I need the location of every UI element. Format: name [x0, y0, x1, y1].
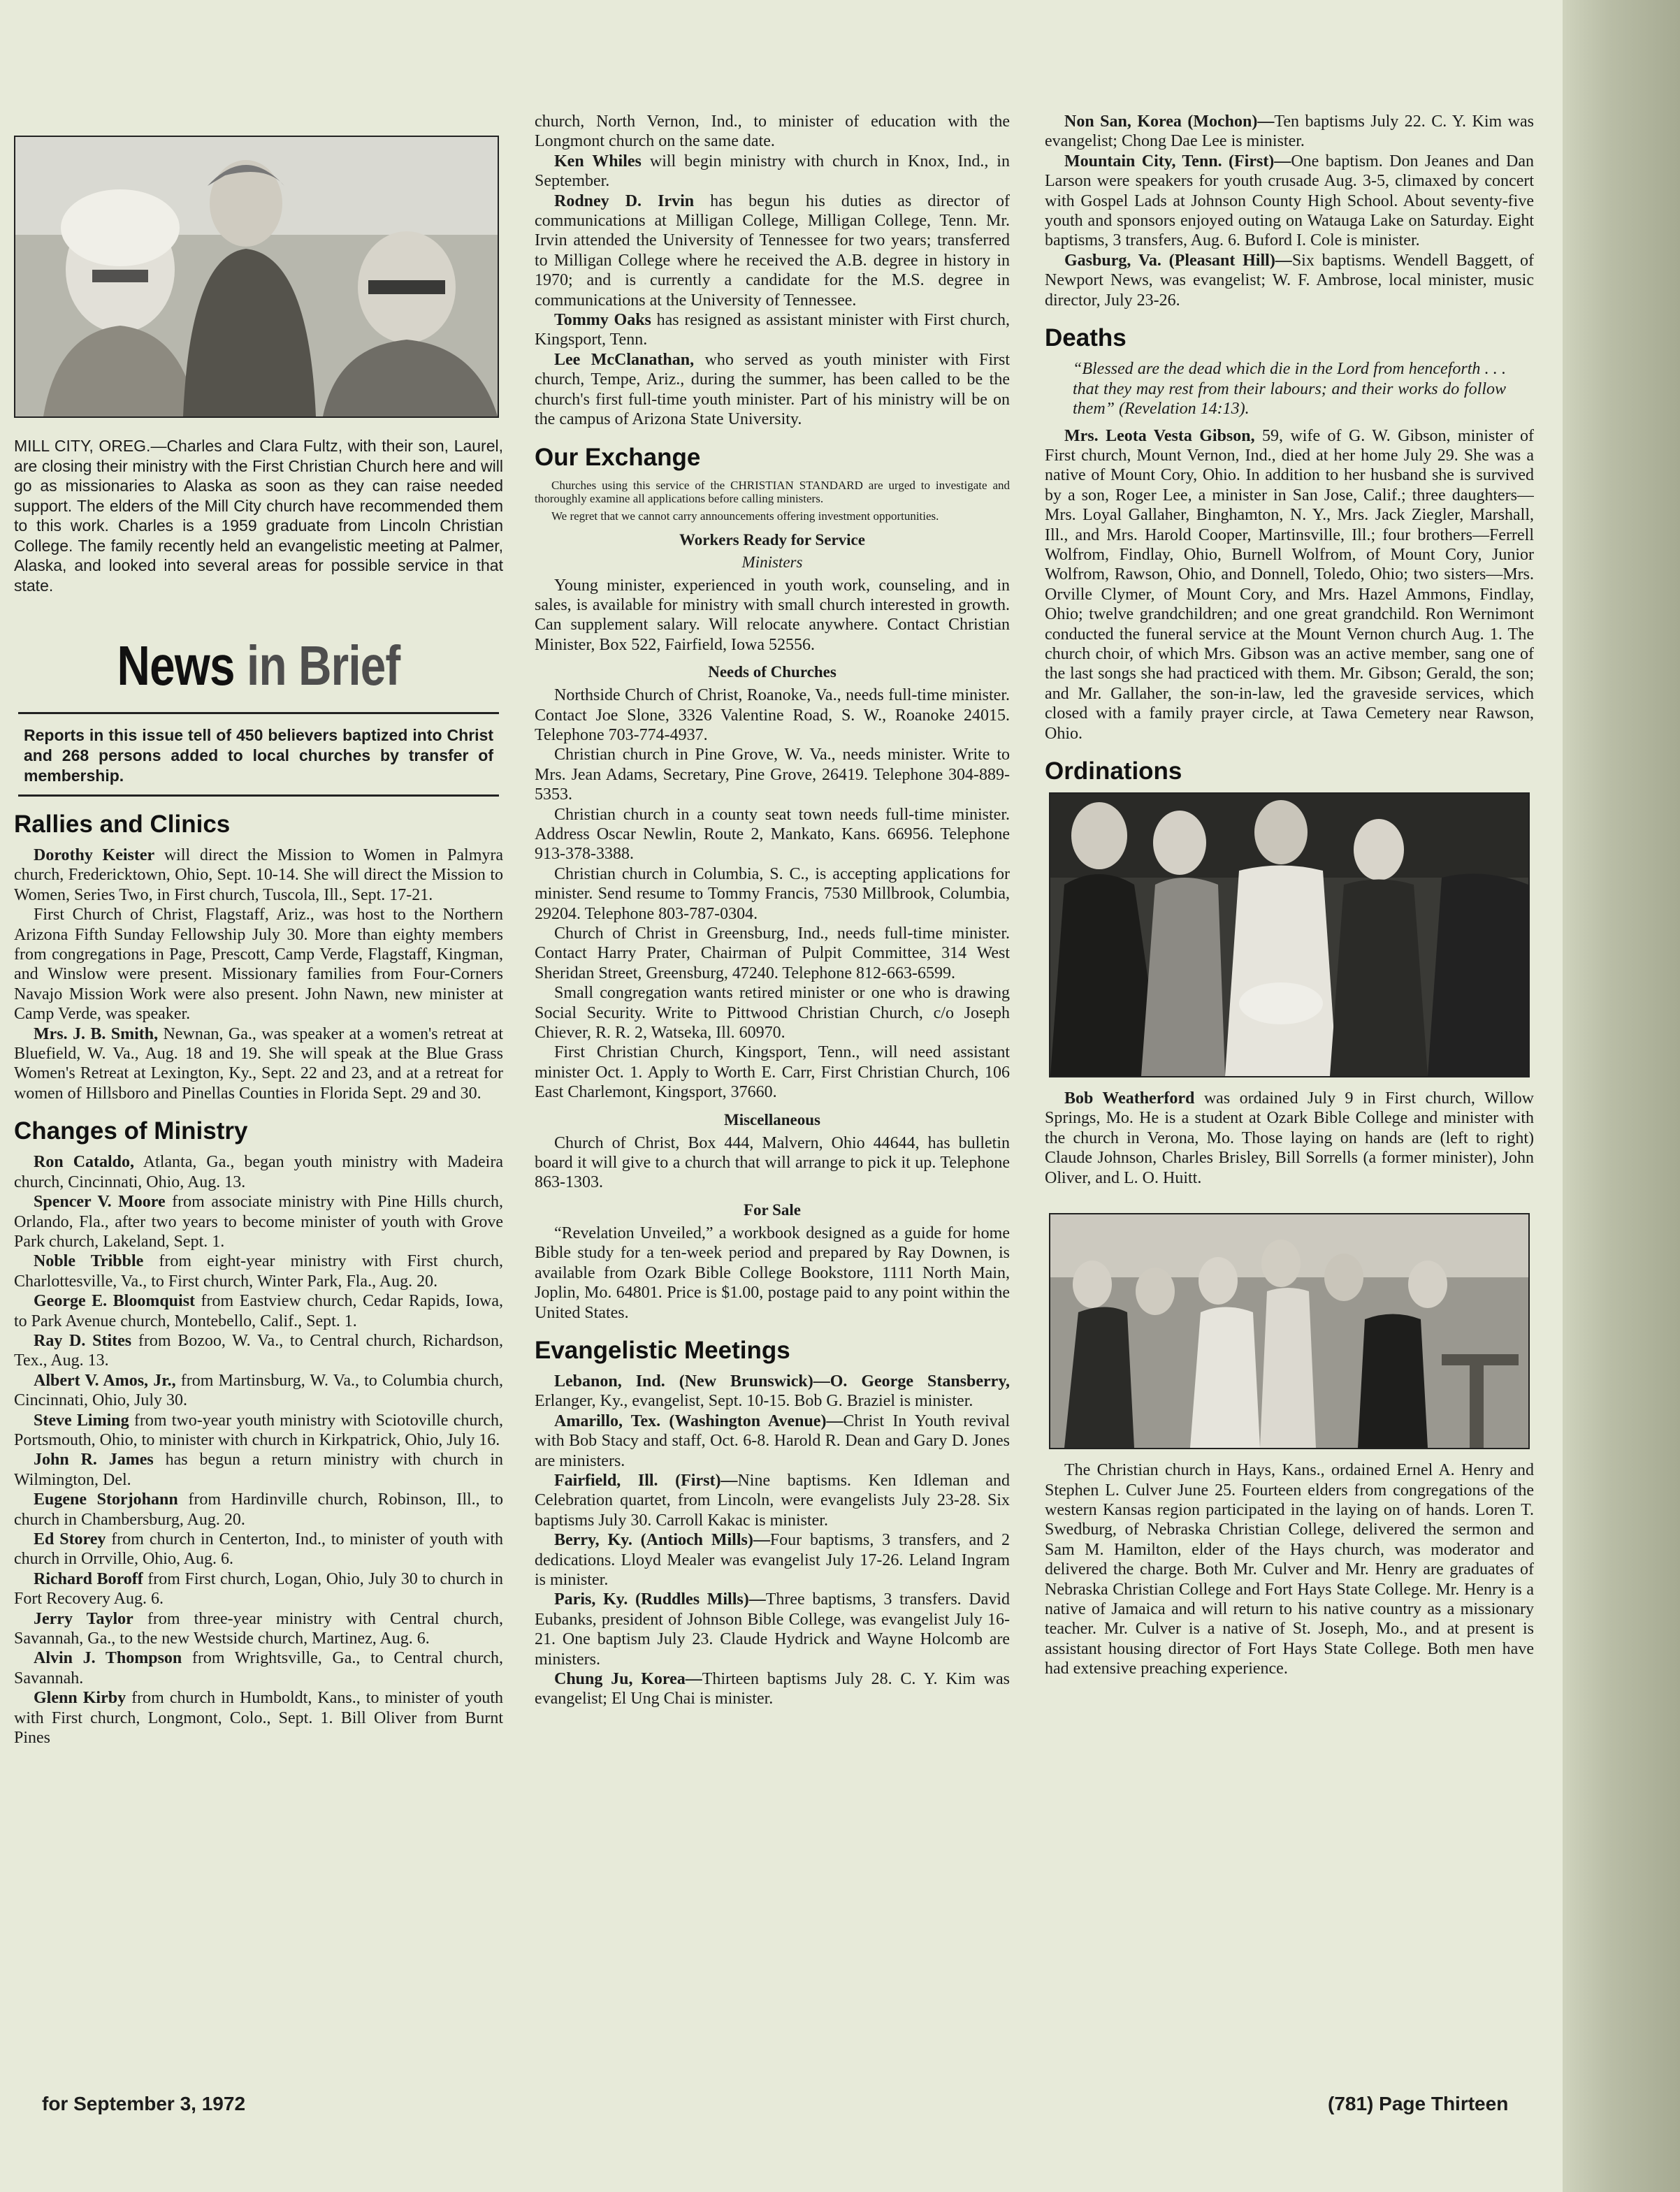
news-item [535, 1530, 1010, 1590]
needs-list [535, 685, 1010, 1103]
news-item-name: Gasburg, Va. (Pleasant Hill)— [1064, 251, 1292, 270]
news-item-text: Newnan, Ga., was speaker at a women's retreat at Bluefield, W. Va., Aug. 18 and 19. She will speak at the Blue Grass Women's Retreat at Lexington, Ky., Sept. 22 and 23, and at a retreat for women of Hillsboro and Pinellas Counties in Florida Sept. 29 and 30. [14, 1024, 503, 1103]
photo-hays-ordination [1049, 1213, 1530, 1449]
news-item-name: Alvin J. Thompson [34, 1649, 182, 1668]
subheading-for-sale: For Sale [744, 1200, 801, 1219]
subheading-ministers: Ministers [741, 553, 803, 571]
news-item-text: from three-year ministry with Central church, Savannah, Ga., to the new Westside church, Martinez, Aug. 6. [14, 1609, 503, 1648]
news-item-text: will direct the Mission to Women in Palmyra church, Fredericktown, Ohio, Sept. 10-14. She will direct the Mission to Women, Series Two, in First church, Tuscola, Ill., Sept. 17-21. [14, 846, 503, 904]
footer-page-number: (781) Page Thirteen [1328, 2093, 1509, 2114]
page-edge-shadow [1563, 0, 1680, 2192]
news-item-name: Noble Tribble [34, 1252, 144, 1271]
news-item [535, 310, 1010, 350]
news-item-text: from Eastview church, Cedar Rapids, Iowa, to Park Avenue church, Montebello, Calif., Sept. 1. [14, 1292, 503, 1330]
notice-paragraph: Christian church in Columbia, S. C., is accepting applications for minister. Send resume to Tommy Francis, 7530 Millbrook, Columbia, 29204. Telephone 803-787-0304. [535, 864, 1010, 923]
news-item [14, 1291, 503, 1331]
news-item-text: 59, wife of G. W. Gibson, minister of First church, Mount Vernon, Ind., died at her home July 29. She was a native of Mount Cory, Ohio. In addition to her husband she is survived by a son, Roger Lee, a minister in San Jose, Calif.; three daughters—Mrs. Loyal Gallaher, Binghamton, N. Y., Mrs. Jack Ziegler, Marshall, Ill., and Mrs. Harold Cooper, Martinsville, Ill.; four brothers—Ferrell Wolfrom, Findlay, Ohio, Burnell Wolfrom, of Mount Cory, Junior Wolfrom, Rawson, Ohio, and Donnell, Toledo, Ohio; two sisters—Mrs. Orville Clymer, of Mount Cory, and Mrs. Hazel Ammons, Findlay, Ohio; twelve grandchildren; and one great grandchild. Ron Wernimont conducted the funeral service at the Mount Vernon church Aug. 1. The church choir, of which Mrs. Gibson was an active member, sang one of the last songs she had practiced with them. Mr. Gibson; Gerald, the son; and Mr. Gallaher, the son-in-law, led the graveside services, which closed with a family prayer circle, at Tawa Cemetery near Rawson, Ohio. [1045, 426, 1534, 743]
notice-paragraph: First Christian Church, Kingsport, Tenn., will need assistant minister Oct. 1. Apply to Worth E. Carr, First Christian Church, 106 East Charlemont, Kingsport, 37660. [535, 1043, 1010, 1102]
news-item-text: will begin ministry with church in Knox, Ind., in September. [535, 152, 1010, 191]
photo-caption-weatherford [1045, 1089, 1534, 1188]
news-item [535, 191, 1010, 310]
news-item [535, 1669, 1010, 1709]
news-item-text: has begun a return ministry with church in Wilmington, Del. [14, 1451, 503, 1489]
subheading-needs: Needs of Churches [708, 663, 837, 681]
news-item-name: Jerry Taylor [34, 1609, 133, 1628]
news-item-name: John R. James [34, 1451, 154, 1469]
notice-paragraph: Christian church in a county seat town needs full-time minister. Address Oscar Newlin, Route 2, Mankato, Kans. 66956. Telephone 913-378-3388. [535, 805, 1010, 864]
news-item-text: Six baptisms. Wendell Baggett, of Newport News, was evangelist; W. F. Ambrose, local minister, music director, July 23-26. [1045, 251, 1534, 310]
news-item-name: Ron Cataldo, [34, 1153, 135, 1172]
evangelistic-continued-list [1045, 112, 1534, 310]
photo-caption-fultz: MILL CITY, OREG.—Charles and Clara Fultz, with their son, Laurel, are closing their ministry with the First Christian Church here and will go as missionaries to Alaska as soon as they can raise needed support. The elders of the Mill City church have recommended them to this work. Charles is a 1959 graduate from Lincoln Christian College. The family recently held an evangelistic meeting at Palmer, Alaska, and looked into several areas for possible service in that state. [14, 437, 503, 595]
news-item-name: Rodney D. Irvin [554, 191, 695, 210]
news-item-name: Spencer V. Moore [34, 1193, 166, 1212]
column-middle [535, 112, 1010, 2087]
news-item-text: from eight-year ministry with First church, Charlottesville, Va., to First church, Winter Park, Fla., Aug. 20. [14, 1252, 503, 1291]
news-item-name: Paris, Ky. (Ruddles Mills)— [554, 1590, 766, 1609]
exchange-notice: Churches using this service of the CHRISTIAN STANDARD are urged to investigate and thoroughly examine all applications before calling ministers. [535, 478, 1010, 505]
ministers-list [535, 576, 1010, 655]
notice-paragraph: “Revelation Unveiled,” a workbook designed as a guide for home Bible study for a ten-week period and prepared by Ray Downen, is available from Ozark Bible College Bookstore, 1111 North Main, Joplin, Mo. 64801. Price is $1.00, postage paid to any point within the United States. [535, 1224, 1010, 1322]
news-item-name: Ed Storey [34, 1530, 106, 1548]
news-item-text: Christ In Youth revival with Bob Stacy and staff, Oct. 6-8. Harold R. Dean and Gary D. Jones are ministers. [535, 1411, 1010, 1470]
news-item-name: Eugene Storjohann [34, 1490, 178, 1509]
news-item-name: Tommy Oaks [554, 311, 651, 330]
news-item [14, 1024, 503, 1104]
notice-paragraph: Church of Christ in Greensburg, Ind., needs full-time minister. Contact Harry Prater, Chairman of Pulpit Committee, 314 West Sheridan Street, Greensburg, 47240. Telephone 812-663-6599. [535, 924, 1010, 982]
news-item-name: Mrs. Leota Vesta Gibson, [1064, 426, 1255, 445]
news-item-text: from two-year youth ministry with Sciotoville church, Portsmouth, Ohio, to minister with church in Kirkpatrick, Ohio, July 16. [14, 1411, 503, 1449]
news-item-text: Three baptisms, 3 transfers. David Eubanks, president of Johnson Bible College, was evangelist July 16-21. One baptism July 23. Claude Hydrick and Wayne Holcomb are ministers. [535, 1590, 1010, 1669]
news-item [14, 1530, 503, 1569]
news-item [14, 1490, 503, 1530]
news-item-text: from Martinsburg, W. Va., to Columbia church, Cincinnati, Ohio, July 30. [14, 1371, 503, 1410]
news-item [1045, 112, 1534, 152]
news-item-name: Dorothy Keister [34, 846, 155, 864]
news-item-text: One baptism. Don Jeanes and Dan Larson were speakers for youth crusade Aug. 3-5, climaxed by concert with Gospel Lads at Johnson County High School. About seventy-five youth and sponsors enjoyed outing on Watauga Lake on Saturday. Eight baptisms, 3 transfers, Aug. 6. Buford I. Cole is minister. [1045, 152, 1534, 250]
news-item-text: Erlanger, Ky., evangelist, Sept. 10-15. Bob G. Braziel is minister. [535, 1392, 973, 1411]
news-item [535, 152, 1010, 191]
caption-text: was ordained July 9 in First church, Willow Springs, Mo. He is a student at Ozark Bible College and minister with the church in Verona, Mo. Those laying on hands are (left to right) Claude Johnson, Charles Brisley, Bill Sorrells (a former minister), John Oliver, and L. O. Huitt. [1045, 1089, 1534, 1187]
news-item [535, 112, 1010, 152]
news-item-text: from church in Humboldt, Kans., to minister of youth with First church, Longmont, Colo., Sept. 1. Bill Oliver from Burnt Pines [14, 1689, 503, 1748]
news-item [14, 845, 503, 905]
notice-paragraph: Christian church in Pine Grove, W. Va., needs minister. Write to Mrs. Jean Adams, Secretary, Pine Grove, 26419. Telephone 304-889-5353. [535, 746, 1010, 804]
news-title-word: News [117, 634, 235, 697]
news-item-text: Four baptisms, 3 transfers, and 2 dedications. Lloyd Mealer was evangelist July 17-26. Leland Ingram is minister. [535, 1531, 1010, 1589]
subheading-miscellaneous: Miscellaneous [724, 1110, 820, 1128]
news-item [14, 905, 503, 1024]
news-item [14, 1251, 503, 1291]
news-in-brief-title [58, 634, 459, 698]
changes-continued-list [535, 112, 1010, 430]
news-title-rest: in Brief [247, 634, 400, 697]
changes-list [14, 1152, 503, 1748]
misc-list [535, 1133, 1010, 1193]
news-item-name: Lee McClanathan, [554, 350, 695, 369]
news-item-name: Ray D. Stites [34, 1331, 132, 1350]
news-item [14, 1152, 503, 1192]
news-item-text: Ten baptisms July 22. C. Y. Kim was evangelist; Chong Dae Lee is minister. [1045, 112, 1534, 151]
news-item-text: Nine baptisms. Ken Idleman and Celebration quartet, from Lincoln, were evangelists July 23-28. Six baptisms July 30. Carroll Kakac is minister. [535, 1471, 1010, 1530]
news-item-name: Non San, Korea (Mochon)— [1064, 112, 1275, 131]
photo-weatherford-ordination [1049, 792, 1530, 1077]
news-item-text: from church in Centerton, Ind., to minister of youth with church in Orrville, Ohio, Aug. 6. [14, 1530, 503, 1569]
news-item [14, 1192, 503, 1251]
news-item [1045, 251, 1534, 310]
news-item-text: from associate ministry with Pine Hills church, Orlando, Fla., after two years to become minister of youth with Grove Park church, Lakeland, Sept. 1. [14, 1193, 503, 1251]
news-item-name: Ken Whiles [554, 152, 642, 170]
news-intro-box: Reports in this issue tell of 450 believers baptized into Christ and 268 persons added to local churches by transfer of membership. [18, 712, 499, 797]
deaths-list [1045, 426, 1534, 744]
deaths-scripture-quote: “Blessed are the dead which die in the Lord from henceforth . . . that they may rest from their labours; and their works do follow them” (Revelation 14:13). [1073, 360, 1506, 419]
news-item-text: has resigned as assistant minister with First church, Kingsport, Tenn. [535, 311, 1010, 349]
news-item-name: Steve Liming [34, 1411, 129, 1430]
news-item-name: George E. Bloomquist [34, 1292, 196, 1311]
section-heading-evangelistic: Evangelistic Meetings [535, 1336, 790, 1364]
news-item-text: from Wrightsville, Ga., to Central church, Savannah. [14, 1649, 503, 1687]
news-item [14, 1609, 503, 1649]
news-item [14, 1569, 503, 1609]
section-heading-changes: Changes of Ministry [14, 1117, 248, 1145]
news-item [14, 1450, 503, 1490]
section-heading-deaths: Deaths [1045, 324, 1127, 352]
news-item-text: Atlanta, Ga., began youth ministry with Madeira church, Cincinnati, Ohio, Aug. 13. [14, 1153, 503, 1191]
notice-paragraph: Church of Christ, Box 444, Malvern, Ohio 44644, has bulletin board it will give to a church that will arrange to pick it up. Telephone 863-1303. [535, 1133, 1010, 1192]
column-right [1045, 112, 1534, 2087]
news-item [535, 1590, 1010, 1669]
notice-paragraph: Northside Church of Christ, Roanoke, Va., needs full-time minister. Contact Joe Slone, 3326 Valentine Road, S. W., Roanoke 24015. Telephone 703-774-4937. [535, 686, 1010, 744]
news-item-name: Amarillo, Tex. (Washington Avenue)— [554, 1411, 843, 1430]
evangelistic-list [535, 1372, 1010, 1709]
column-left [14, 112, 503, 2087]
news-item [14, 1331, 503, 1371]
news-item [535, 350, 1010, 430]
rallies-list [14, 845, 503, 1103]
news-item [535, 1372, 1010, 1411]
news-item-text: who served as youth minister with First church, Tempe, Ariz., during the summer, has been called to be the church's first full-time youth minister. Part of his ministry will be on the campus of Arizona State University. [535, 350, 1010, 429]
news-item-text: from Hardinville church, Robinson, Ill., to church in Chambersburg, Aug. 20. [14, 1490, 503, 1529]
news-item [14, 1648, 503, 1688]
news-item-name: Glenn Kirby [34, 1689, 126, 1708]
caption-name: Bob Weatherford [1064, 1089, 1195, 1108]
news-item-text: from First church, Logan, Ohio, July 30 to church in Fort Recovery Aug. 6. [14, 1569, 503, 1609]
footer-date: for September 3, 1972 [42, 2093, 246, 2114]
news-item [14, 1688, 503, 1748]
news-item-text: church, North Vernon, Ind., to minister of education with the Longmont church on the same date. [535, 112, 1010, 151]
news-item [535, 1471, 1010, 1530]
subheading-workers: Workers Ready for Service [679, 530, 865, 549]
news-item [1045, 426, 1534, 744]
photo-caption-hays: The Christian church in Hays, Kans., ordained Ernel A. Henry and Stephen L. Culver June 25. Fourteen elders from congregations of the western Kansas region participated in the laying on of hands. Loren T. Swedburg, of Nebraska Christian College, delivered the sermon and Sam M. Hamilton, elder of the Hays church, was moderator and delivered the charge. Both Mr. Culver and Mr. Henry are graduates of Nebraska Christian College and Fort Hays State College. Mr. Henry is a native of Jamaica and will return to his native country as a missionary teacher. Mr. Culver is a native of St. Joseph, Mo., and at present is assistant housing director of Fort Hays State College. Both men have had extensive preaching experience. [1045, 1461, 1534, 1678]
news-item [1045, 152, 1534, 251]
exchange-notice-2: We regret that we cannot carry announcements offering investment opportunities. [551, 509, 939, 523]
news-item-text: Thirteen baptisms July 28. C. Y. Kim was evangelist; El Ung Chai is minister. [535, 1670, 1010, 1708]
notice-paragraph: Young minister, experienced in youth work, counseling, and in sales, is available for ministry with small church interested in growth. Can supplement salary. Will relocate anywhere. Contact Christian Minister, Box 522, Fairfield, Iowa 52556. [535, 576, 1010, 654]
news-item [14, 1411, 503, 1451]
section-heading-rallies: Rallies and Clinics [14, 811, 231, 838]
news-item-text: First Church of Christ, Flagstaff, Ariz., was host to the Northern Arizona Fifth Sunday Fellowship July 30. More than eighty members from congregations in Page, Prescott, Camp Verde, Flagstaff, Kingman, and Winslow were present. Missionary families from Four-Corners Navajo Mission Work were also present. John Nawn, new minister at Camp Verde, was speaker. [14, 906, 503, 1024]
sale-list [535, 1224, 1010, 1323]
news-item-name: Richard Boroff [34, 1569, 143, 1588]
news-item-name: Chung Ju, Korea— [554, 1670, 702, 1688]
news-item-text: has begun his duties as director of communications at Milligan College, Milligan College, Tenn. Mr. Irvin attended the University of Tennessee for two years; transferred to Milligan College where he received the A.B. degree in history in 1970; and is currently a candidate for the M.S. degree in communications at the University of Tennessee. [535, 191, 1010, 310]
news-item [535, 1411, 1010, 1471]
news-item-text: from Bozoo, W. Va., to Central church, Richardson, Tex., Aug. 13. [14, 1331, 503, 1370]
notice-paragraph: Small congregation wants retired minister or one who is drawing Social Security. Write to Pittwood Christian Church, c/o Joseph Chiever, R. R. 2, Watseka, Ill. 60970. [535, 984, 1010, 1043]
news-item-name: Mountain City, Tenn. (First)— [1064, 152, 1291, 170]
news-item-name: Mrs. J. B. Smith, [34, 1024, 159, 1043]
section-heading-exchange: Our Exchange [535, 443, 701, 471]
section-heading-ordinations: Ordinations [1045, 757, 1182, 785]
news-item-name: Lebanon, Ind. (New Brunswick)—O. George Stansberry, [554, 1372, 1010, 1391]
news-item-name: Albert V. Amos, Jr., [34, 1371, 176, 1390]
news-item-name: Fairfield, Ill. (First)— [554, 1471, 738, 1490]
photo-fultz-family [14, 136, 499, 418]
news-item-name: Berry, Ky. (Antioch Mills)— [554, 1531, 770, 1550]
news-item [14, 1371, 503, 1411]
